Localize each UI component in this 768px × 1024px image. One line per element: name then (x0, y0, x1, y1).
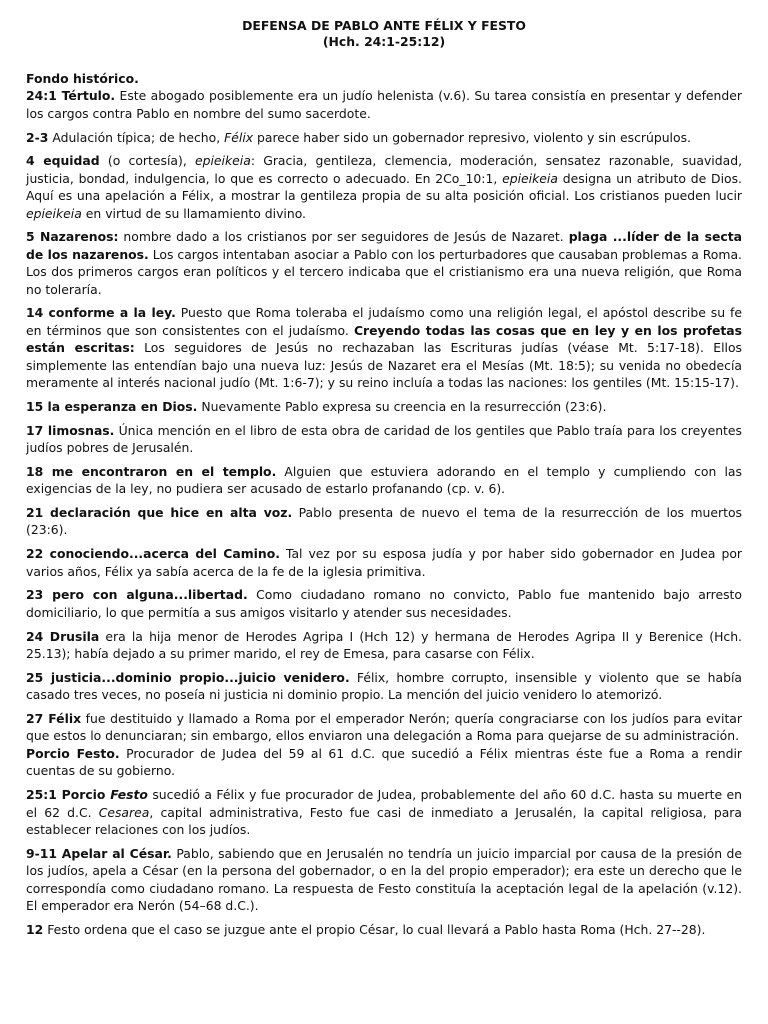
annotation-heading: Creyendo todas las cosas que en ley y en los profetas están escritas: (26, 322, 743, 356)
annotation-paragraph (26, 545, 742, 580)
annotation-text: Tal vez por su esposa judía y por haber sido gobernador en Judea por varios años, Félix ya sabía acerca de la fe de la iglesia primitiva. (26, 546, 742, 579)
annotation-heading: 5 Nazarenos: (26, 229, 119, 245)
document-body (26, 70, 742, 938)
annotation-paragraph (26, 228, 742, 298)
annotation-heading: 27 Félix (26, 711, 82, 727)
annotation-text: nombre dado a los cristianos por ser seguidores de Jesús de Nazaret. (118, 229, 569, 245)
annotation-text: Los cargos intentaban asociar a Pablo con los perturbadores que causaban problemas a Roma. Los dos primeros cargos eran políticos y el tercero indicaba que el cristianismo era una nueva religión, que Roma no toleraría. (26, 246, 742, 297)
title-line-1: DEFENSA DE PABLO ANTE FÉLIX Y FESTO (242, 18, 526, 33)
annotation-paragraph (26, 669, 742, 704)
annotation-heading: 9-11 Apelar al César. (26, 845, 172, 861)
annotation-text: en virtud de su llamamiento divino. (81, 205, 307, 221)
annotation-text: Este abogado posiblemente era un judío helenista (v.6). Su tarea consistía en presentar y defender los cargos contra Pablo en nombre del sumo sacerdote. (26, 88, 742, 121)
annotation-text: Procurador de Judea del 59 al 61 d.C. que sucedió a Félix mientras éste fue a Roma a rendir cuentas de su gobierno. (26, 745, 743, 779)
annotation-heading: 21 declaración que hice en alta voz. (26, 505, 293, 521)
annotation-paragraph (26, 586, 742, 621)
annotation-paragraph (26, 628, 742, 663)
annotation-text: Félix (224, 129, 254, 145)
annotation-heading: Fondo histórico. (26, 71, 139, 86)
annotation-heading: 24:1 Tértulo. (26, 88, 116, 104)
annotation-text: Pablo presenta de nuevo el tema de la resurrección de los muertos (23:6). (26, 505, 742, 538)
annotation-heading: 14 conforme a la ley. (26, 305, 176, 321)
annotation-heading: Porcio Festo. (26, 745, 120, 761)
annotation-heading: 22 conociendo...acerca del Camino. (26, 546, 280, 562)
annotation-text: Félix, hombre corrupto, insensible y violento que se había casado tres veces, no poseía ni justicia ni dominio propio. La mención del juicio venidero lo atemorizó. (26, 669, 742, 703)
annotation-heading: 4 equidad (26, 153, 100, 169)
annotation-heading: 25:1 Porcio (26, 787, 111, 803)
annotation-paragraph (26, 463, 742, 498)
annotation-text: fue destituido y llamado a Roma por el emperador Nerón; quería congraciarse con los judíos para evitar que estos lo denunciaran; sin embargo, ellos enviaron una delegación a Roma para quejarse de su administración. (26, 711, 742, 744)
annotation-text: era la hija menor de Herodes Agripa I (Hch 12) y hermana de Herodes Agripa II y Berenice (Hch. 25.13); había dejado a su primer marido, el rey de Emesa, para casarse con Félix. (26, 628, 742, 662)
annotation-heading: 15 la esperanza en Dios. (26, 398, 198, 414)
annotation-text: Los seguidores de Jesús no rechazaban las Escrituras judías (véase Mt. 5:17-18). Ellos simplemente las entendían bajo una nueva luz: Jesús de Nazaret era el Mesías (Mt. 18:5); su venida no obedecía meramente al interés nacional judío (Mt. 1:6-7); y su reino incluía a todas las naciones: los gentiles (Mt. 15:15-17). (26, 340, 743, 391)
annotation-text: epieikeia (194, 153, 251, 169)
annotation-text: epieikeia (26, 205, 82, 221)
document-title (26, 18, 742, 50)
annotation-text: Alguien que estuviera adorando en el templo y cumpliendo con las exigencias de la ley, no pudiera ser acusado de estarlo profanando (cp. v. 6). (26, 463, 742, 497)
annotation-heading: 24 Drusila (26, 628, 100, 644)
annotation-heading: 17 limosnas. (26, 422, 115, 438)
annotation-paragraph (26, 129, 742, 146)
annotation-heading: Festo (110, 787, 148, 803)
annotation-paragraph (26, 70, 742, 122)
annotation-text: Puesto que Roma toleraba el judaísmo como una religión legal, el apóstol describe su fe en términos que son consistentes con el judaísmo. (26, 305, 742, 338)
annotation-text: designa un atributo de Dios. Aquí es una apelación a Félix, a mostrar la gentileza propia de su alta posición oficial. Los cristianos pueden lucir (26, 170, 742, 204)
annotation-paragraph (26, 422, 742, 457)
annotation-text: sucedió a Félix y fue procurador de Judea, probablemente del año 60 d.C. hasta su muerte en el 62 d.C. (26, 787, 742, 820)
annotation-text: , capital administrativa, Festo fue casi de inmediato a Jerusalén, la capital religiosa, para establecer relaciones con los judíos. (26, 804, 742, 837)
annotation-text: epieikeia (502, 170, 558, 186)
annotation-paragraph (26, 845, 742, 915)
annotation-paragraph (26, 304, 742, 391)
annotation-heading: 25 justicia...dominio propio...juicio venidero. (26, 669, 350, 685)
annotation-heading: 18 me encontraron en el templo. (26, 463, 277, 479)
annotation-text: Festo ordena que el caso se juzgue ante el propio César, lo cual llevará a Pablo hasta Roma (Hch. 27--28). (43, 921, 706, 937)
annotation-text: : Gracia, gentileza, clemencia, moderación, sensatez razonable, suavidad, justicia, bondad, indulgencia, lo que es correcto o adecuado. En 2Co_10:1, (26, 153, 743, 186)
annotation-heading: 12 (26, 921, 44, 937)
annotation-paragraph (26, 504, 742, 539)
annotation-heading: 2-3 (26, 129, 49, 145)
title-line-2: (Hch. 24:1-25:12) (322, 34, 446, 49)
annotation-paragraph (26, 398, 742, 415)
annotation-paragraph (26, 710, 742, 780)
annotation-paragraph (26, 786, 742, 838)
annotation-text: Adulación típica; de hecho, (48, 129, 225, 145)
annotation-text: Pablo, sabiendo que en Jerusalén no tendría un juicio imparcial por causa de la presión de los judíos, apela a César (en la persona del gobernador, o en la del propio emperador); era este un derecho que le correspondía como ciudadano romano. La respuesta de Festo constituía la aceptación legal de la apelación (v.12). El emperador era Nerón (54–68 d.C.). (26, 845, 742, 913)
annotation-text: Como ciudadano romano no convicto, Pablo fue mantenido bajo arresto domiciliario, lo que permitía a sus amigos visitarlo y atender sus necesidades. (26, 587, 742, 620)
annotation-paragraph (26, 921, 742, 938)
annotation-heading: plaga ...líder de la secta de los nazarenos. (26, 229, 742, 262)
annotation-text: (o cortesía), (99, 153, 195, 169)
annotation-text: Única mención en el libro de esta obra de caridad de los gentiles que Pablo traía para los creyentes judíos pobres de Jerusalén. (26, 422, 742, 456)
annotation-heading: 23 pero con alguna...libertad. (26, 587, 248, 603)
annotation-text: Cesarea (98, 804, 150, 820)
annotation-paragraph (26, 152, 742, 222)
annotation-text: parece haber sido un gobernador represivo, violento y sin escrúpulos. (253, 129, 691, 145)
annotation-text: Nuevamente Pablo expresa su creencia en la resurrección (23:6). (197, 398, 607, 414)
